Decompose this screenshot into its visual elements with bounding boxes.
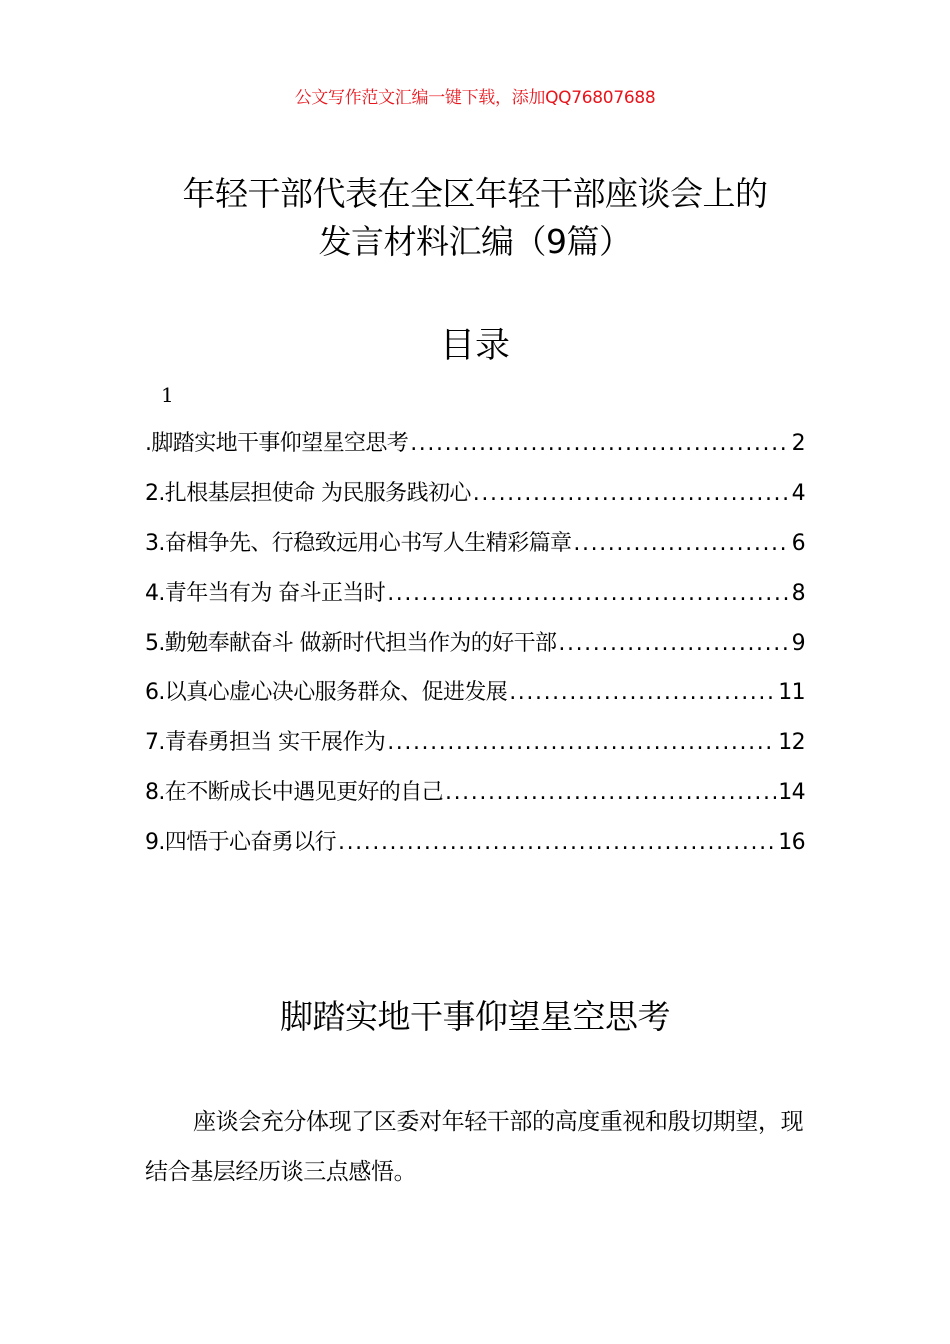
toc-item-4[interactable] [145,577,805,627]
toc-item-6[interactable] [145,676,805,726]
toc-item-label: 7.青春勇担当 实干展作为 [145,730,386,756]
document-title-line-1: 年轻干部代表在全区年轻干部座谈会上的 [182,174,768,213]
toc-dot-leader [509,676,776,710]
toc-item-label: 9.四悟于心奋勇以行 [145,830,336,856]
toc-item-7[interactable] [145,726,805,776]
section-title: 脚踏实地干事仰望星空思考 [280,997,670,1036]
toc-item-page: 2 [791,431,805,456]
toc-dot-leader [387,577,789,611]
toc-item-page: 9 [791,630,805,656]
toc-dot-leader [573,527,789,561]
toc-dot-leader [387,726,776,760]
toc-item-2[interactable] [145,477,805,527]
toc-item-page: 6 [791,530,805,556]
toc-item-9[interactable] [145,826,805,876]
toc-item-label: 3.奋楫争先、行稳致远用心书写人生精彩篇章 [145,530,572,556]
toc-item-page: 11 [778,680,805,706]
toc-dot-leader [445,776,776,810]
toc-item-label: .脚踏实地干事仰望星空思考 [145,431,409,456]
toc-item-8[interactable] [145,776,805,826]
toc-stray-number: 1 [161,383,174,407]
toc-item-label: 8.在不断成长中遇见更好的自己 [145,780,443,806]
document-title-line-2: 发言材料汇编（9篇） [318,222,632,261]
toc-item-page: 8 [791,580,805,606]
toc-dot-leader [558,627,789,661]
toc-item-5[interactable] [145,627,805,677]
toc-item-page: 16 [778,830,805,856]
toc-item-label: 2.扎根基层担使命 为民服务践初心 [145,480,471,506]
toc-item-1[interactable] [145,427,805,477]
toc-item-page: 4 [791,480,805,506]
toc-item-label: 4.青年当有为 奋斗正当时 [145,580,386,606]
toc-item-label: 5.勤勉奉献奋斗 做新时代担当作为的好干部 [145,630,557,656]
toc-dot-leader [338,826,776,860]
toc-item-page: 12 [778,730,805,756]
toc-dot-leader [473,477,790,511]
table-of-contents [145,427,805,876]
toc-heading: 目录 [439,326,510,366]
toc-item-3[interactable] [145,527,805,577]
promo-banner: 公文写作范文汇编一键下载，添加QQ76807688 [294,88,656,108]
toc-dot-leader [410,427,789,461]
toc-item-label: 6.以真心虚心决心服务群众、促进发展 [145,680,508,706]
body-paragraph: 座谈会充分体现了区委对年轻干部的高度重视和殷切期望，现结合基层经历谈三点感悟。 [145,1109,804,1185]
document-title [130,170,820,266]
toc-item-page: 14 [778,780,805,806]
